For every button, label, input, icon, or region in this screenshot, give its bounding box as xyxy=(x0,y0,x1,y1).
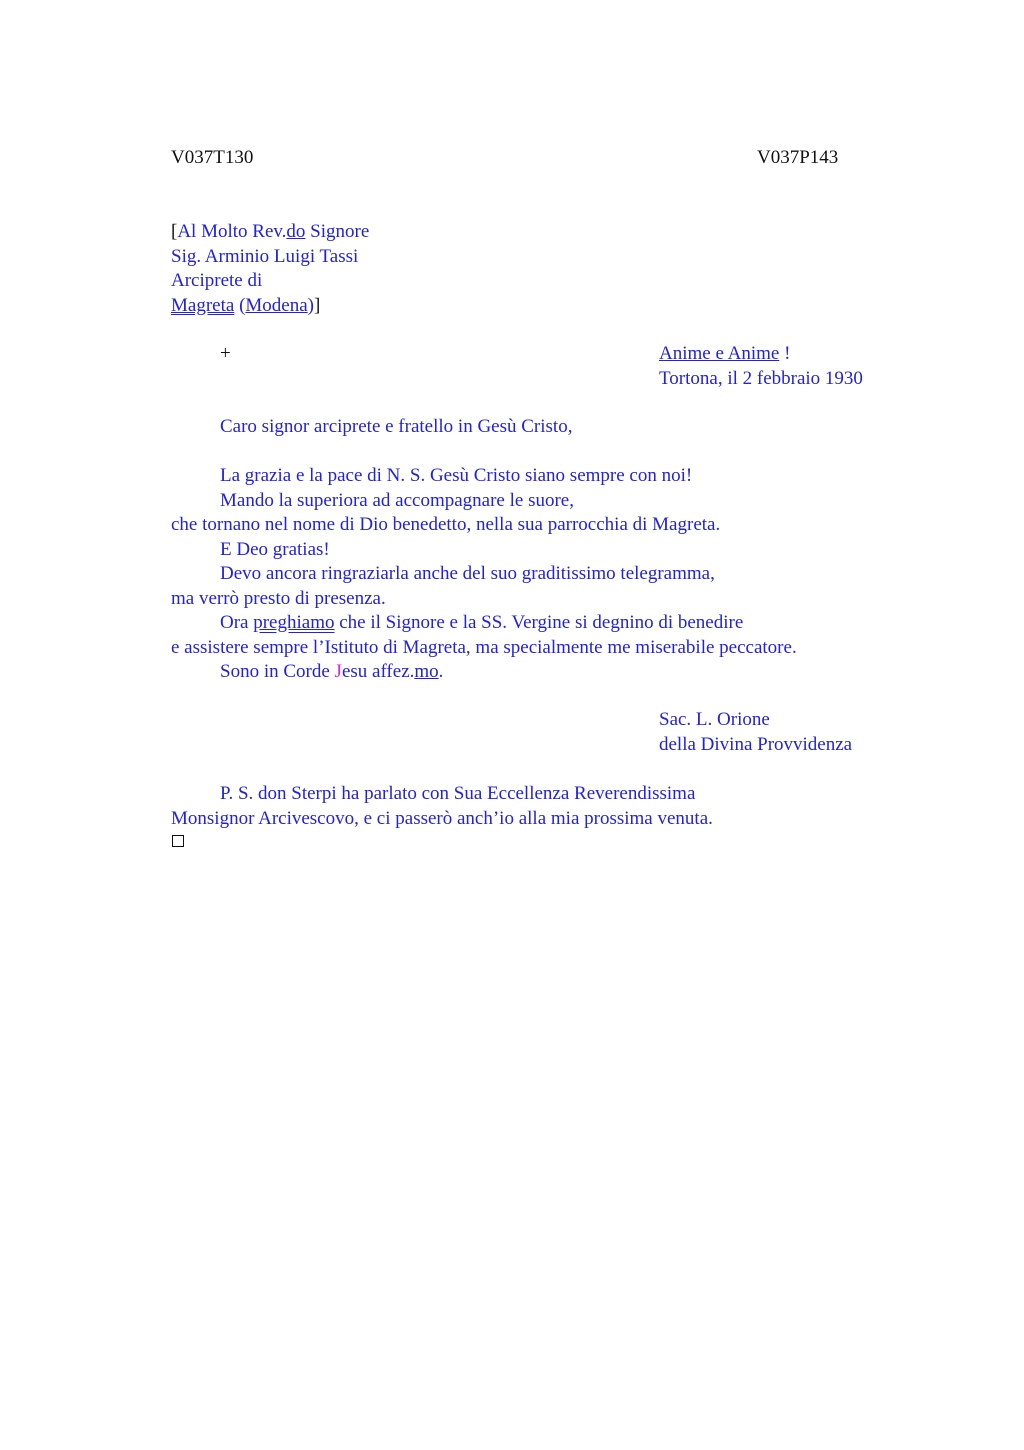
body-line: che tornano nel nome di Dio benedetto, nella sua parrocchia di Magreta. xyxy=(171,514,721,535)
postscript xyxy=(171,782,713,831)
postscript-line-1: P. S. don Sterpi ha parlato con Sua Eccellenza Reverendissima xyxy=(220,783,696,804)
salutation: Caro signor arciprete e fratello in Gesù Cristo, xyxy=(220,416,573,437)
signature-line-2: della Divina Provvidenza xyxy=(659,733,853,755)
address-line-1: [Al Molto Rev.do Signore xyxy=(171,221,370,242)
postscript-line-2: Monsignor Arcivescovo, e ci passerò anch’io alla mia prossima venuta. xyxy=(171,807,713,829)
header-left-code: V037T130 xyxy=(171,147,254,168)
address-line-3: Arciprete di xyxy=(171,270,263,291)
dateline: Tortona, il 2 febbraio 1930 xyxy=(659,367,863,389)
signature-block xyxy=(659,708,852,757)
signature-line-1: Sac. L. Orione xyxy=(659,709,770,730)
body-line: e assistere sempre l’Istituto di Magreta, ma specialmente me miserabile peccatore. xyxy=(171,636,797,658)
address-block xyxy=(171,220,369,318)
cross-symbol: + xyxy=(220,343,231,364)
body-line: Ora preghiamo che il Signore e la SS. Vergine si degnino di benedire xyxy=(220,612,744,633)
body-line: E Deo gratias! xyxy=(220,538,330,560)
body-line: Devo ancora ringraziarla anche del suo graditissimo telegramma, xyxy=(220,563,715,584)
motto: Anime e Anime ! xyxy=(659,343,791,364)
body-line: Mando la superiora ad accompagnare le suore, xyxy=(220,489,574,511)
place-name: Magreta xyxy=(171,294,235,316)
body-line: La grazia e la pace di N. S. Gesù Cristo siano sempre con noi! xyxy=(220,465,693,486)
province-name: Modena xyxy=(245,294,308,316)
letter-body xyxy=(171,464,797,685)
top-right-block xyxy=(659,342,863,391)
address-line-4: Magreta (Modena)] xyxy=(171,294,321,316)
body-line-closing: Sono in Corde Jesu affez.mo. xyxy=(220,661,444,682)
header-right-code: V037P143 xyxy=(757,147,839,168)
body-line: ma verrò presto di presenza. xyxy=(171,587,386,609)
address-line-2: Sig. Arminio Luigi Tassi xyxy=(171,245,359,267)
end-marker-square xyxy=(172,835,184,847)
